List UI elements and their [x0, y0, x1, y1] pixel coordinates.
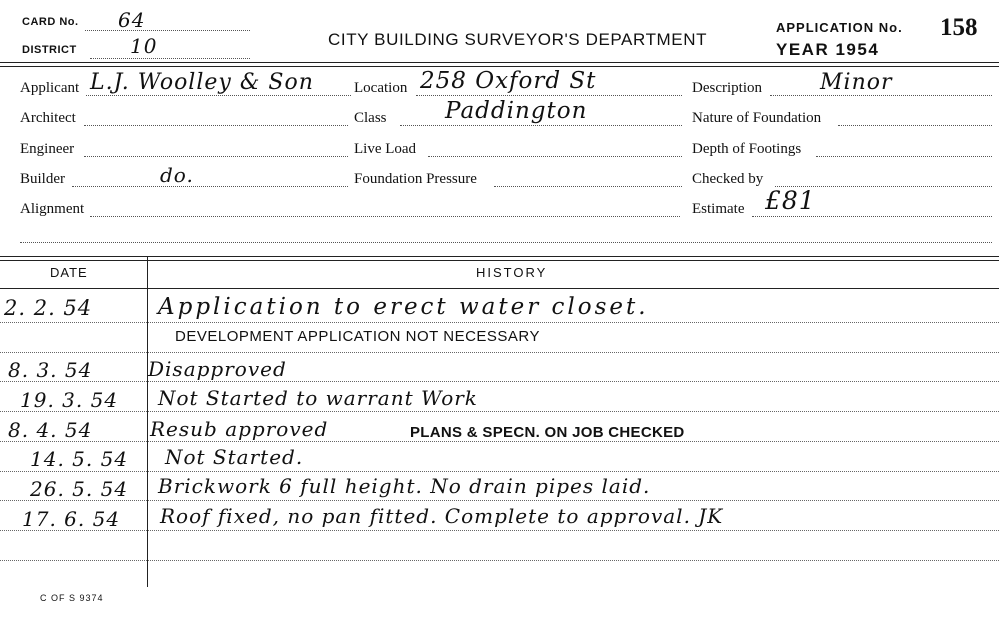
history-date: 14. 5. 54 [30, 447, 129, 471]
description-value: Minor [820, 70, 893, 95]
row-rule [0, 471, 999, 472]
row-rule [0, 441, 999, 442]
nature-of-foundation-label: Nature of Foundation [692, 110, 822, 126]
page-title: CITY BUILDING SURVEYOR'S DEPARTMENT [328, 30, 708, 49]
alignment-rule [90, 216, 680, 217]
row-rule [0, 322, 999, 323]
class-value: Paddington [445, 98, 588, 124]
builder-label: Builder [20, 171, 65, 187]
live-load-rule [428, 156, 682, 157]
engineer-rule [84, 156, 348, 157]
row-rule [0, 381, 999, 382]
row-rule [0, 530, 999, 531]
location-rule [416, 95, 682, 96]
builder-rule [72, 186, 348, 187]
history-stamp: DEVELOPMENT APPLICATION NOT NECESSARY [175, 328, 540, 345]
table-top-rule [0, 256, 999, 257]
engineer-label: Engineer [20, 141, 75, 157]
district-value: 10 [130, 34, 158, 58]
application-label: APPLICATION No. [776, 20, 903, 35]
table-top-rule-2 [0, 260, 999, 261]
class-rule [400, 125, 682, 126]
form-code: C OF S 9374 [40, 593, 104, 603]
history-entry: Brickwork 6 full height. No drain pipes laid. [158, 474, 651, 498]
card-label: CARD No. [22, 16, 79, 28]
alignment-label: Alignment [20, 201, 85, 217]
history-date: 8. 4. 54 [8, 418, 93, 442]
card-value: 64 [118, 8, 146, 32]
depth-of-footings-label: Depth of Footings [692, 141, 802, 157]
history-entry: Not Started to warrant Work [158, 386, 478, 410]
history-entry: Not Started. [165, 445, 304, 469]
header-rule-top [0, 62, 999, 63]
history-date: 19. 3. 54 [20, 388, 119, 412]
table-header-rule [0, 288, 999, 289]
foundation-pressure-label: Foundation Pressure [354, 171, 477, 187]
history-date: 2. 2. 54 [4, 296, 93, 320]
history-date: 17. 6. 54 [22, 507, 121, 531]
class-label: Class [354, 110, 387, 126]
nature-of-foundation-rule [838, 125, 992, 126]
application-number: 158 [940, 14, 978, 41]
architect-rule [84, 125, 348, 126]
row-rule [0, 500, 999, 501]
header-rule-bottom [0, 66, 999, 67]
depth-of-footings-rule [816, 156, 992, 157]
history-stamp: PLANS & SPECN. ON JOB CHECKED [410, 424, 685, 441]
district-rule [90, 58, 250, 59]
history-entry: Application to erect water closet. [158, 294, 649, 320]
district-label: DISTRICT [22, 44, 77, 56]
applicant-label: Applicant [20, 80, 80, 96]
history-entry: Roof fixed, no pan fitted. Complete to approval. JK [160, 504, 724, 528]
description-label: Description [692, 80, 762, 96]
estimate-label: Estimate [692, 201, 745, 217]
architect-label: Architect [20, 110, 76, 126]
history-date: 8. 3. 54 [8, 358, 93, 382]
builder-value: do. [160, 163, 194, 187]
estimate-rule [752, 216, 992, 217]
location-value: 258 Oxford St [420, 68, 597, 94]
foundation-pressure-rule [494, 186, 682, 187]
live-load-label: Live Load [354, 141, 417, 157]
card-rule [85, 30, 250, 31]
history-entry: Disapproved [148, 357, 287, 381]
history-entry: Resub approved [150, 417, 329, 441]
row-rule [0, 411, 999, 412]
history-date: 26. 5. 54 [30, 477, 129, 501]
estimate-value: £81 [765, 186, 816, 215]
date-column-header: DATE [50, 265, 88, 280]
location-label: Location [354, 80, 408, 96]
applicant-rule [86, 95, 351, 96]
applicant-value: L.J. Woolley & Son [90, 70, 314, 95]
description-rule [770, 95, 992, 96]
extra-field-rule [20, 242, 992, 243]
date-column-divider [147, 257, 148, 587]
row-rule [0, 560, 999, 561]
checked-by-label: Checked by [692, 171, 764, 187]
row-rule [0, 352, 999, 353]
history-column-header: HISTORY [476, 265, 548, 280]
year-label: YEAR 1954 [776, 40, 880, 59]
